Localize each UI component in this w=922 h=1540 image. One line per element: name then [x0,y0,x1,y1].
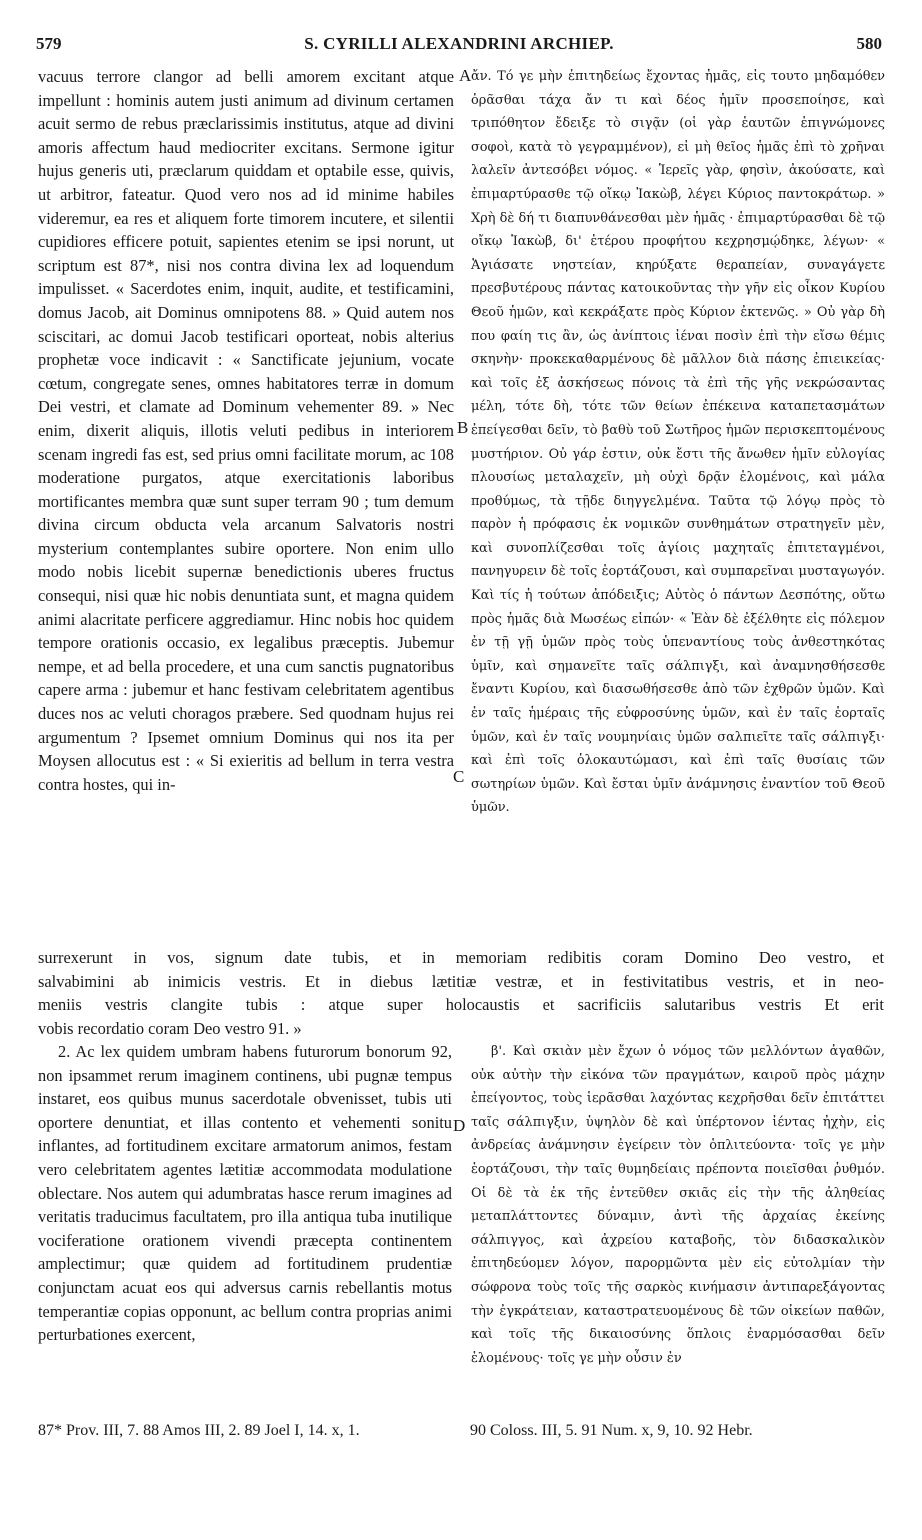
footnotes-left: 87* Prov. III, 7. 88 Amos III, 2. 89 Joel I, 14. x, 1. [38,1422,360,1439]
greek-column-bottom [471,1040,885,1370]
page-header [36,34,882,58]
page-number-right: 580 [856,34,882,53]
running-title: S. CYRILLI ALEXANDRINI ARCHIEP. [304,34,614,53]
full-line: meniis vestris clangite tubis : atque super holocaustis et sacrificiis salutaribus vestris Et erit [38,995,884,1015]
latin-full-width-block [38,946,884,1040]
latin-column-top: vacuus terrore clangor ad belli amorem excitant atque impellunt : hominis autem justi animum ad divinum certamen acuit sermo de rebus præclarissimis institutus, atque ad divini amoris affectum haud mediocriter excitans. Sermone igitur hujus generis uti, præclarum quiddam et optabile esse, quivis, ut arbitror, fateatur. Quod vero nos ad id minime habiles videremur, ea res et aliquem forte timorem incutere, et silentii cupidiores efficere potuit, sapientes etenim se ipsi norunt, ut scriptum est 87*, nisi nos contra divina lex ad loquendum impulisset. « Sacerdotes enim, inquit, audite, et testificamini, domus Jacob, ait Dominus omnipotens 88. » Quid autem nos sciscitari, ac domui Jacob testificari oporteat, nobis alterius prophetæ voce indicavit : « Sanctificate jejunium, vocate cœtum, congregate senes, omnes habitatores terræ in domum Dei vestri, et clamate ad Dominum vehementer 89. » Nec enim, dixerit aliquis, illotis veluti pedibus in interiorem scenam ingredi fas est, sed prius omni facilitate morum, ac 108 moderatione purgatos, atque exercitationis laboribus mortificantes membra quæ sunt super terram 90 ; tum demum divina circum obducta vela arcanum Salvatoris nostri mysterium contemplantes subire oportere. Non enim ullo modo nobis licebit supernæ benedictionis uberes fructus consequi, nisi quæ hic nobis denuntiata sunt, et magna quidem animi alacritate perficere aggrediamur. Hinc nobis hoc quidem tempore orationis occasio, ex legalibus præceptis. Jubemur nempe, et ad bella procedere, et una cum sanctis pugnatoribus capere arma : jubemur et hanc festivam celebritatem agentibus duces nos ac veluti choragos præbere. Sed quodnam hujus rei argumentum ? Ipsemet omnium Dominus qui nos ita per Moysen allocutus est : « Si exieritis ad bellum in terra vestra contra hostes, qui in- [38,67,454,794]
latin-paragraph-2: 2. Ac lex quidem umbram habens futurorum bonorum 92, non ipsammet rerum imaginem continens, ubi pugnæ tempus instaret, eos quibus munus sacerdotale obvenisset, tubis uti oportere denuntiat, et illas contento et vehementi sonitu inflantes, ad fortitudinem excitare armatorum animos, festam vero celebritatem agentes lætitiæ accommodata modulatione oblectare. Nos autem qui adumbratas hasce rerum imagines ad veritatis traducimus facultatem, pro illa antiqua tuba inutilique vociferatione orationem vivendi præcepta continentem amplectimur; quæ quidem ad fortitudinem prudentiæ conjunctam acuat eos qui adversus carnis rebellantis motus temperantiæ copias opponunt, ac bellum contra proprias animi perturbationes exercent, [38,1042,452,1345]
greek-paragraph-2: β'. Καὶ σκιὰν μὲν ἔχων ὁ νόμος τῶν μελλόντων ἀγαθῶν, οὐκ αὐτὴν τὴν εἰκόνα τῶν πραγμάτων, καιροῦ πρὸς μάχην ἐπείγοντος, τοὺς ἱερᾶσθαι λαχόντας κεχρῆσθαι δεῖν ἐπιτάττει ταῖς σάλπιγξιν, ὑψηλὸν δὲ καὶ ὑπέρτονον ἰέντας ἠχὴν, εἰς ἀνδρείας ἀνάμνησιν ἐγείρειν τὸν ὁπλιτεύοντα· τοῖς γε μὴν ἑορτάζουσι, τὴν ταῖς θυμηδείαις πρέποντα ποιεῖσθαι ῥυθμόν. Οἱ δὲ τὰ ἐκ τῆς ἐντεῦθεν σκιᾶς εἰς τὴν τῆς ἀληθείας μεταπλάττοντες δύναμιν, ἀντὶ τῆς ἀρχαίας ἐκείνης σάλπιγγος, καὶ ἀχρείου καταβοῆς, τὸν διδασκαλικὸν ἐπιτηδεύομεν λόγον, παρορμῶντα μὲν εἰς εὐτολμίαν τὴν σώφρονα τοὺς τοῖς τῆς σαρκὸς κινήμασιν ἀντιπαρεξάγοντας τὴν ἐγκράτειαν, καταστρατευομένους δὲ τῶν οἰκείων παθῶν, καὶ τοῖς τῆς δικαιοσύνης ὅπλοις ἐναρμόσασθαι δεῖν ἑλομένους· τοῖς γε μὴν οὖσιν ἐν [471,1044,885,1366]
greek-column-top: ἄν. Τό γε μὴν ἐπιτηδείως ἔχοντας ἡμᾶς, εἰς τουτο μηδαμόθεν ὁρᾶσθαι τάχα ἄν τι καὶ δέος ἡμῖν προσεποίησε, καὶ τριπόθητον ἔδειξε τὸ σιγᾷν (οἱ γὰρ ἑαυτῶν ἐπιγνώμονες σοφοὶ, κατὰ τὸ γεγραμμένον), εἰ μὴ θεῖος ἡμᾶς ἐπὶ τὸ χρῆναι λαλεῖν ἀντεσόβει νόμος. « Ἱερεῖς γὰρ, φησὶν, ἀκούσατε, καὶ ἐπιμαρτύρασθε τῷ οἴκῳ Ἰακὼβ, λέγει Κύριος παντοκράτωρ. » Χρὴ δὲ δή τι διαπυνθάνεσθαι μὲν ἡμᾶς · ἐπιμαρτύρασθαι δὲ τῷ οἴκῳ Ἰακὼβ, δι' ἑτέρου προφήτου κεχρησμῴδηκε, λέγων· « Ἁγιάσατε νηστείαν, κηρύξατε θεραπείαν, συναγάγετε πρεσβυτέρους πάντας κατοικοῦντας τὴν γῆν εἰς οἶκον Κυρίου Θεοῦ ἡμῶν, καὶ κεκράξατε πρὸς Κύριον ἐκτενῶς. » Οὐ γὰρ δὴ που φαίη τις ἂν, ὡς ἀνίπτοις ἰέναι ποσὶν ἐπὶ τὴν εἴσω θέμις σκηνὴν· προκεκαθαρμένους δὲ μᾶλλον διὰ πάσης ἐπιεικείας· καὶ τοῖς ἐξ ἀσκήσεως πόνοις τὰ ἐπὶ τῆς γῆς νεκρώσαντας μέλη, τότε δὴ, τότε τῶν θείων ἐπέκεινα καταπετασμάτων ἐπείγεσθαι δεῖν, τὸ βαθὺ τοῦ Σωτῆρος ἡμῶν περισκεπτομένους μυστήριον. Οὐ γάρ ἐστιν, οὐκ ἔστι τῆς ἄνωθεν ἡμῖν εὐλογίας πλουσίως μεταλαχεῖν, μὴ οὐχὶ δρᾷν ἑλομένοις, καὶ μάλα προθύμως, τὰ τῇδε διηγγελμένα. Ταῦτα τῷ λόγῳ πρὸς τὸ παρὸν ἡ πρόφασις ἐκ νομικῶν συνθημάτων στρατηγεῖν μὲν, καὶ συνοπλίζεσθαι τοῖς ἁγίοις μαχηταῖς ἐπιτεταγμένοι, πανηγυρειν δὲ τοῖς ἑορτάζουσι, καὶ συμπαρεῖναι μυσταγωγόν. Καὶ τίς ἡ τούτων ἀπόδειξις; Αὐτὸς ὁ πάντων Δεσπότης, οὕτω πρὸς ἡμᾶς διὰ Μωσέως εἰπών· « Ἐὰν δὲ ἐξέλθητε εἰς πόλεμον ἐν τῇ γῇ ὑμῶν πρὸς τοὺς ὑπεναντίους τοὺς ἀνθεστηκότας ὑμῖν, καὶ σημανεῖτε ταῖς σάλπιγξι, καὶ ἀναμνησθήσεσθε ἔναντι Κυρίου, καὶ διασωθήσεσθε ἀπὸ τῶν ἐχθρῶν ὑμῶν. Καὶ ἐν ταῖς ἡμέραις τῆς εὐφροσύνης ὑμῶν, καὶ ἐν ταῖς ἑορταῖς ὑμῶν, καὶ ἐν ταῖς νουμηνίαις ὑμῶν σαλπιεῖτε ταῖς σάλπιγξι· καὶ ἐπὶ τοῖς ὁλοκαυτώμασι, καὶ ἐπὶ ταῖς θυσίαις τῶν σωτηρίων ὑμῶν. Καὶ ἔσται ὑμῖν ἀνάμνησις ἐναντίον τοῦ Θεοῦ ὑμῶν. [471,69,885,816]
section-marker-b: B [457,418,469,437]
full-line: surrexerunt in vos, signum date tubis, et in memoriam redibitis coram Domino Deo vestro, et [38,948,884,967]
section-marker-d: D [453,1116,466,1135]
full-line: vobis recordatio coram Deo vestro 91. » [38,1018,302,1038]
footnotes-right: 90 Coloss. III, 5. 91 Num. x, 9, 10. 92 Hebr. [470,1422,753,1439]
latin-column-bottom [38,1040,452,1347]
full-line: salvabimini ab inimicis vestris. Et in diebus lætitiæ vestræ, et in festivitatibus vestris, et in neo- [38,971,884,991]
page-number-left: 579 [36,34,62,53]
section-marker-c: C [453,767,465,786]
section-marker-a: A [459,66,472,85]
